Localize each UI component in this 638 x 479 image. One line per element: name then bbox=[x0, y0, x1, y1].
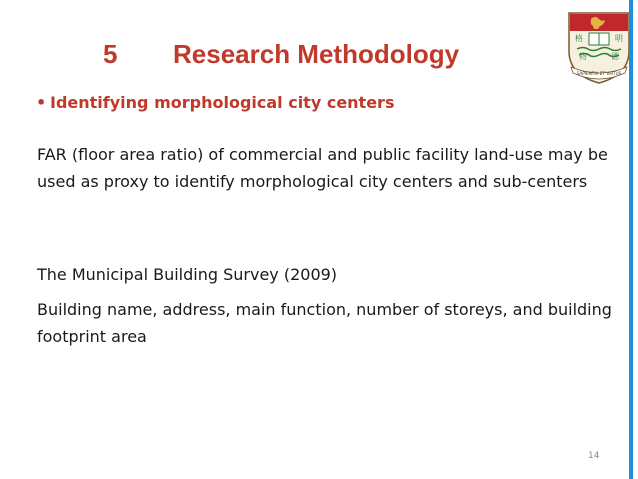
crest-char-2: 明 bbox=[615, 34, 623, 43]
crest-char-4: 德 bbox=[611, 52, 619, 61]
crest-char-3: 物 bbox=[579, 52, 587, 61]
accent-bar bbox=[629, 0, 633, 479]
paragraph-far: FAR (floor area ratio) of commercial and public facility land-use may be used as proxy to identify morphological city centers and sub-centers bbox=[37, 145, 608, 191]
bullet-text: Identifying morphological city centers bbox=[50, 93, 395, 112]
crest-char-1: 格 bbox=[575, 34, 583, 43]
section-number: 5 bbox=[103, 39, 118, 69]
slide-title: Research Methodology bbox=[173, 39, 460, 69]
bullet-item bbox=[36, 92, 394, 114]
paragraph-survey: The Municipal Building Survey (2009) bbox=[37, 265, 338, 284]
university-crest-icon bbox=[563, 9, 635, 85]
paragraph-attributes: Building name, address, main function, number of storeys, and building footprint area bbox=[37, 300, 612, 346]
bullet-dot-icon: • bbox=[36, 93, 47, 112]
crest-motto: SAPIENTIA ET VIRTUS bbox=[576, 71, 622, 76]
page-number: 14 bbox=[588, 451, 600, 461]
